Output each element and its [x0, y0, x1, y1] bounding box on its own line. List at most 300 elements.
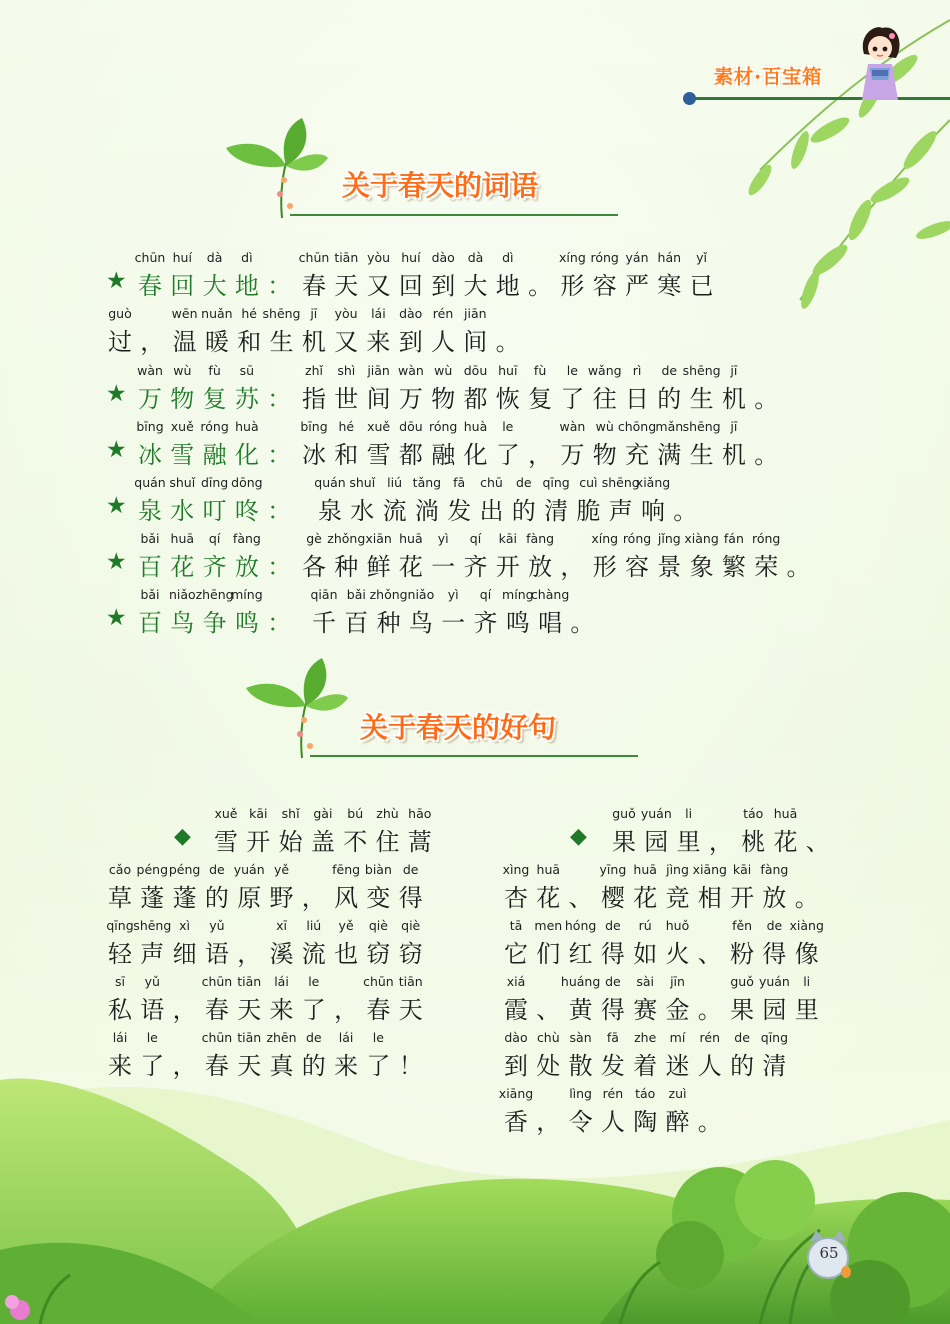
pinyin: de [209, 862, 225, 877]
pinyin: de [605, 974, 621, 989]
hanzi-char: 各 [302, 553, 326, 581]
pinyin: zhēng [195, 587, 234, 602]
pinyin: bǎi [140, 531, 160, 546]
pinyin: fàng [232, 531, 261, 546]
pinyin: tiān [237, 974, 262, 989]
hanzi-char: 人 [431, 328, 455, 356]
pinyin: xiá [506, 974, 526, 989]
hanzi-char: 到 [504, 1052, 528, 1080]
hanzi-char: 泉 [138, 497, 162, 525]
hanzi-char: 机 [301, 328, 326, 356]
pinyin: wēn [171, 306, 198, 321]
pinyin: li [685, 806, 693, 821]
hanzi-char: 黄 [568, 996, 593, 1024]
pinyin: dōu [399, 419, 423, 434]
hanzi-char: 粉 [730, 940, 755, 968]
hanzi-char: 水 [350, 497, 375, 525]
pinyin: qí [479, 587, 492, 602]
hanzi-char: 园 [762, 996, 787, 1024]
hanzi-char: 充 [625, 441, 649, 469]
hanzi-char: 花 [773, 828, 798, 856]
star-icon: ★ [106, 493, 127, 519]
pinyin: péng [168, 862, 201, 877]
hanzi-char: 天 [237, 1052, 262, 1080]
hanzi-char: 蓬 [140, 884, 165, 912]
pinyin: dào [431, 250, 455, 265]
hanzi-char: ： [267, 441, 292, 469]
header-badge: 素材·百宝箱 [714, 66, 823, 88]
hanzi-char: 霞 [504, 996, 528, 1024]
hanzi-char: 得 [600, 940, 625, 968]
hanzi-char: 轻 [108, 940, 132, 968]
hanzi-char: 开 [246, 828, 271, 856]
hanzi-char: 种 [334, 553, 359, 581]
pinyin: nuǎn [201, 306, 233, 321]
hanzi-char: 们 [536, 940, 561, 968]
hanzi-char: 桃 [741, 828, 766, 856]
pinyin: xiǎng [635, 475, 671, 490]
hanzi-char: 出 [479, 497, 504, 525]
pinyin: xiān [365, 531, 392, 546]
hanzi-char: 和 [334, 441, 359, 469]
section2-title: 关于春天的好句 [360, 711, 557, 744]
hanzi-char: 间 [366, 385, 391, 413]
pinyin: dào [399, 306, 423, 321]
pinyin: quán [314, 475, 346, 490]
pinyin: huà [463, 419, 488, 434]
star-icon: ★ [106, 381, 127, 407]
hanzi-char: 像 [794, 940, 819, 968]
hanzi-char: 。 [697, 996, 722, 1024]
hanzi-char: 放 [528, 553, 553, 581]
pinyin: yòu [334, 306, 358, 321]
pinyin: fēng [332, 862, 361, 877]
hanzi-char: 语 [204, 940, 229, 968]
pinyin: huā [399, 531, 423, 546]
hanzi-char: 容 [592, 272, 617, 300]
pinyin: jǐng [657, 531, 681, 546]
pinyin: de [766, 918, 783, 933]
hanzi-char: 冰 [138, 441, 162, 469]
header-dot [683, 92, 696, 105]
pinyin: yě [273, 862, 290, 877]
pinyin: niǎo [407, 587, 435, 602]
hanzi-char: ： [267, 609, 292, 637]
hanzi-char: 鸣 [234, 609, 259, 637]
diamond-icon: ◆ [570, 824, 587, 849]
pinyin: chū [480, 475, 503, 490]
pinyin: tiān [398, 974, 423, 989]
hanzi-char: 花 [170, 553, 195, 581]
hanzi-char: 来 [366, 328, 391, 356]
pinyin: huā [536, 862, 561, 877]
hanzi-char: 机 [721, 441, 746, 469]
hanzi-char: ： [267, 497, 292, 525]
pinyin: shì [337, 363, 356, 378]
hanzi-char: 的 [204, 884, 229, 912]
hanzi-char: ， [708, 828, 733, 856]
hanzi-char: 相 [697, 884, 722, 912]
pinyin: bǎi [140, 587, 160, 602]
pinyin: huī [498, 363, 518, 378]
hanzi-char: 。 [528, 272, 553, 300]
pinyin: táo [743, 806, 764, 821]
hanzi-char: 响 [641, 497, 665, 525]
hanzi-char: 鸟 [408, 609, 433, 637]
pinyin: jī [730, 363, 738, 378]
pinyin: bīng [136, 419, 164, 434]
hanzi-char: 机 [721, 385, 746, 413]
pinyin: kāi [249, 806, 268, 821]
hanzi-char: 。 [754, 441, 779, 469]
hanzi-char: 散 [568, 1052, 593, 1080]
pinyin: dì [502, 250, 514, 265]
pinyin: wàn [559, 419, 586, 434]
hanzi-char: 指 [302, 385, 326, 413]
hanzi-char: 声 [608, 497, 633, 525]
hanzi-char: 始 [278, 828, 303, 856]
pinyin: de [515, 475, 532, 490]
hanzi-char: 温 [172, 328, 197, 356]
hanzi-char: 脆 [576, 497, 601, 525]
hanzi-char: 万 [560, 441, 585, 469]
pinyin: shǐ [281, 806, 300, 821]
pinyin: qiè [368, 918, 388, 933]
pinyin: lái [371, 306, 386, 321]
pinyin: yì [447, 587, 459, 602]
hanzi-char: 花 [536, 884, 561, 912]
hanzi-char: 得 [600, 996, 625, 1024]
hanzi-char: 开 [730, 884, 755, 912]
pinyin: chūn [363, 974, 394, 989]
hanzi-char: 赛 [633, 996, 658, 1024]
pinyin: yán [625, 250, 649, 265]
pinyin: róng [622, 531, 652, 546]
pinyin: le [308, 974, 320, 989]
pinyin: cuì [579, 475, 598, 490]
pinyin: yuán [233, 862, 265, 877]
hanzi-char: 叮 [202, 497, 227, 525]
pinyin: rén [602, 1086, 624, 1101]
hanzi-char: 住 [375, 828, 400, 856]
hanzi-char: 繁 [721, 553, 746, 581]
hanzi-char: 荣 [754, 553, 779, 581]
hanzi-char: 往 [592, 385, 617, 413]
hanzi-char: 迷 [665, 1052, 690, 1080]
hanzi-char: 都 [463, 385, 488, 413]
pinyin: jī [730, 419, 738, 434]
hanzi-char: 回 [170, 272, 195, 300]
pinyin: mí [669, 1030, 686, 1045]
hanzi-char: 得 [762, 940, 787, 968]
hanzi-char: 、 [805, 828, 830, 856]
hanzi-char: 私 [108, 996, 132, 1024]
pinyin: huí [172, 250, 192, 265]
hanzi-char: 化 [463, 441, 488, 469]
pinyin: huā [633, 862, 657, 877]
pinyin: huí [401, 250, 421, 265]
pinyin: fā [453, 475, 466, 490]
pinyin: fàng [760, 862, 789, 877]
pinyin: xì [179, 918, 191, 933]
hanzi-char: 鸟 [170, 609, 195, 637]
hanzi-char: 恢 [495, 385, 520, 413]
pinyin: chōng [617, 419, 657, 434]
pinyin: shuǐ [349, 475, 376, 490]
page-number-badge [804, 1228, 852, 1280]
pinyin: róng [590, 250, 619, 265]
pinyin: sū [239, 363, 255, 378]
hanzi-char: 清 [544, 497, 569, 525]
hanzi-char: 。 [754, 385, 779, 413]
pinyin: shēng [133, 918, 172, 933]
pinyin: hāo [408, 806, 432, 821]
pinyin: men [534, 918, 563, 933]
pinyin: dīng [200, 475, 229, 490]
hanzi-char: 一 [441, 609, 466, 637]
pinyin: huā [773, 806, 798, 821]
pinyin: qīng [542, 475, 570, 490]
pinyin: liú [306, 918, 322, 933]
hanzi-char: 里 [794, 996, 819, 1024]
pinyin: xiāng [692, 862, 727, 877]
pinyin: huà [235, 419, 259, 434]
hanzi-char: 春 [204, 996, 229, 1024]
pinyin: míng [502, 587, 534, 602]
hanzi-char: ， [560, 553, 585, 581]
hanzi-char: ， [334, 996, 359, 1024]
pinyin: biàn [364, 862, 392, 877]
hanzi-char: 融 [431, 441, 456, 469]
pinyin: róng [752, 531, 781, 546]
pinyin: kāi [498, 531, 517, 546]
sprout-icon [220, 118, 330, 223]
pinyin: yě [338, 918, 354, 933]
pinyin: lái [112, 1030, 128, 1045]
hanzi-char: 百 [138, 609, 162, 637]
pinyin: xíng [559, 250, 586, 265]
pinyin: rú [638, 918, 652, 933]
pinyin: róng [429, 419, 458, 434]
pinyin: chūn [134, 250, 166, 265]
hanzi-char: 花 [398, 553, 423, 581]
hanzi-char: 水 [170, 497, 195, 525]
hanzi-char: 它 [504, 940, 528, 968]
hanzi-char: 也 [334, 940, 359, 968]
hanzi-char: 。 [673, 497, 698, 525]
hanzi-char: 容 [625, 553, 649, 581]
hanzi-char: 严 [625, 272, 649, 300]
hanzi-char: 溪 [269, 940, 294, 968]
pinyin: guǒ [612, 806, 636, 821]
pinyin: le [502, 419, 514, 434]
section2-title-line [310, 755, 638, 757]
hanzi-char: 。 [495, 328, 520, 356]
pinyin: yǔ [144, 974, 160, 989]
pinyin: le [146, 1030, 158, 1045]
pinyin: róng [200, 419, 229, 434]
hanzi-char: 百 [138, 553, 162, 581]
pinyin: shēng [262, 306, 301, 321]
pinyin: zuì [668, 1086, 687, 1101]
hanzi-char: 人 [600, 1108, 625, 1136]
hanzi-char: 蒿 [407, 828, 432, 856]
pinyin: zhǐ [305, 363, 323, 378]
hanzi-char: 生 [269, 328, 294, 356]
hanzi-char: 。 [697, 1108, 722, 1136]
hanzi-char: 雪 [214, 828, 238, 856]
pinyin: tiān [334, 250, 359, 265]
hanzi-char: 得 [398, 884, 423, 912]
hanzi-char: 暖 [204, 328, 229, 356]
pinyin: qí [469, 531, 482, 546]
section1-title: 关于春天的词语 [342, 169, 539, 202]
pinyin: jī [310, 306, 318, 321]
pinyin: jiān [464, 306, 487, 321]
hanzi-char: 的 [657, 385, 682, 413]
hanzi-char: ： [267, 272, 292, 300]
page-number: 65 [819, 1244, 839, 1262]
section1-title-line [290, 214, 618, 216]
hanzi-char: 雪 [170, 441, 195, 469]
pinyin: yǐ [696, 250, 708, 265]
hanzi-char: 声 [140, 940, 165, 968]
pinyin: wǎng [587, 363, 622, 378]
pinyin: xī [276, 918, 287, 933]
hanzi-char: 大 [463, 272, 488, 300]
star-icon: ★ [106, 549, 127, 575]
pinyin: gài [313, 806, 333, 821]
pinyin: xiàng [789, 918, 824, 933]
hanzi-char: 蓬 [172, 884, 197, 912]
pinyin: bīng [300, 419, 328, 434]
hanzi-char: 细 [172, 940, 197, 968]
hanzi-char: ， [172, 1052, 197, 1080]
pinyin: hán [657, 250, 682, 265]
hanzi-char: 醉 [665, 1108, 690, 1136]
hanzi-char: 物 [592, 441, 617, 469]
hanzi-char: 又 [366, 272, 391, 300]
pinyin: fán [723, 531, 744, 546]
hanzi-char: 冰 [302, 441, 326, 469]
hanzi-char: 春 [204, 1052, 229, 1080]
hanzi-char: 复 [202, 385, 227, 413]
hanzi-char: 地 [495, 272, 520, 300]
pinyin: de [402, 862, 419, 877]
pinyin: le [372, 1030, 384, 1045]
hanzi-char: 融 [202, 441, 227, 469]
pinyin: mǎn [655, 419, 684, 434]
pinyin: rén [699, 1030, 721, 1045]
diamond-icon: ◆ [174, 824, 191, 849]
hanzi-char: 处 [536, 1052, 561, 1080]
hanzi-char: 天 [237, 996, 262, 1024]
pinyin: shēng [682, 419, 721, 434]
hanzi-char: 争 [202, 609, 227, 637]
pinyin: de [661, 363, 678, 378]
pinyin: zhù [376, 806, 399, 821]
pinyin: guò [108, 306, 132, 321]
pinyin: yuán [640, 806, 672, 821]
pinyin: tiān [237, 1030, 262, 1045]
pinyin: yǔ [209, 918, 225, 933]
pinyin: lìng [569, 1086, 592, 1101]
pinyin: huáng [560, 974, 601, 989]
hanzi-char: 生 [689, 441, 714, 469]
hanzi-char: ， [140, 328, 165, 356]
hanzi-char: 如 [633, 940, 658, 968]
pinyin: fā [606, 1030, 619, 1045]
pinyin: dōu [463, 363, 488, 378]
hanzi-char: 杏 [504, 884, 528, 912]
pinyin: zhǒng [327, 531, 366, 546]
hanzi-char: 春 [366, 996, 391, 1024]
pinyin: wù [434, 363, 453, 378]
hanzi-char: 不 [343, 828, 368, 856]
hanzi-char: 化 [234, 441, 259, 469]
pinyin: dào [504, 1030, 528, 1045]
hanzi-char: 齐 [463, 553, 488, 581]
hanzi-char: 草 [108, 884, 132, 912]
pinyin: zhe [634, 1030, 657, 1045]
pinyin: yuán [758, 974, 790, 989]
pinyin: dì [241, 250, 253, 265]
hanzi-char: 香 [504, 1108, 528, 1136]
pinyin: guǒ [730, 974, 754, 989]
hanzi-char: 寒 [657, 272, 682, 300]
pinyin: qīng [760, 1030, 789, 1045]
hanzi-char: 间 [463, 328, 488, 356]
pinyin: quán [134, 475, 166, 490]
hanzi-char: 日 [625, 385, 649, 413]
pinyin: rén [432, 306, 454, 321]
pinyin: qīng [106, 918, 134, 933]
hanzi-char: 野 [269, 884, 294, 912]
hanzi-char: ， [528, 441, 553, 469]
header-rule [690, 97, 950, 100]
pinyin: dà [206, 250, 223, 265]
hanzi-char: 大 [202, 272, 227, 300]
hanzi-char: 一 [431, 553, 456, 581]
hanzi-char: 竞 [665, 884, 690, 912]
sprout-icon [240, 658, 350, 763]
pinyin: sī [115, 974, 125, 989]
hanzi-char: 人 [697, 1052, 722, 1080]
pinyin: gè [306, 531, 322, 546]
hanzi-char: ！ [398, 1052, 423, 1080]
hanzi-char: 齐 [473, 609, 498, 637]
hanzi-char: 泉 [318, 497, 342, 525]
hanzi-char: 了 [495, 441, 520, 469]
pinyin: hé [338, 419, 355, 434]
hanzi-char: 都 [398, 441, 423, 469]
hanzi-char: 流 [382, 497, 407, 525]
pinyin: xiāng [498, 1086, 534, 1101]
hanzi-char: 形 [560, 272, 585, 300]
hanzi-char: 百 [344, 609, 369, 637]
pinyin: fàng [526, 531, 555, 546]
pinyin: niǎo [168, 587, 196, 602]
hanzi-char: 万 [398, 385, 423, 413]
hanzi-char: 了 [140, 1052, 165, 1080]
hanzi-char: 到 [431, 272, 456, 300]
hanzi-char: 来 [108, 1052, 132, 1080]
hanzi-char: 齐 [202, 553, 227, 581]
hanzi-char: 已 [689, 272, 714, 300]
pinyin: yì [437, 531, 449, 546]
pinyin: hé [241, 306, 257, 321]
pinyin: tǎng [412, 475, 442, 490]
